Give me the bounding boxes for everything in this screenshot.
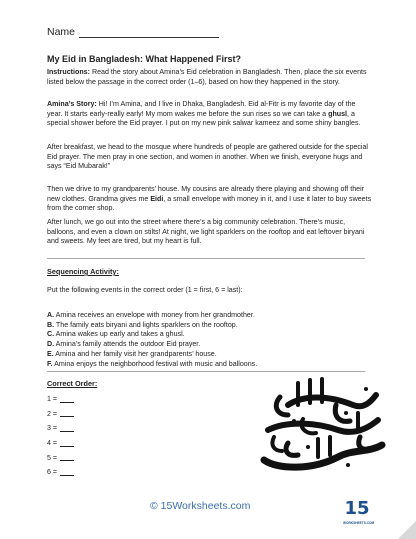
event-text: Amina’s family attends the outdoor Eid prayer. <box>54 340 201 349</box>
story-paragraph-2: After breakfast, we head to the mosque where hundreds of people are gathered outside for the special Eid prayer. The men pray in one section, and women in another. When we finish, everyone hugs and says “Eid Mubarak!” <box>47 143 368 171</box>
event-letter: A. <box>47 311 55 319</box>
answer-label: 1 = <box>47 395 58 404</box>
logo-text: WORKSHEETS.COM <box>343 521 375 525</box>
story-paragraph-3 <box>47 185 372 214</box>
answer-label: 5 = <box>47 453 58 462</box>
answer-blank[interactable] <box>60 440 74 447</box>
event-letter: B. <box>47 320 55 329</box>
event-text: Amina receives an envelope with money from her grandmother. <box>54 311 255 319</box>
events-list <box>47 311 372 369</box>
event-item <box>47 330 372 340</box>
event-item <box>47 311 372 321</box>
answer-blank[interactable] <box>60 469 74 476</box>
answer-row <box>47 407 74 422</box>
answer-blank[interactable] <box>60 425 74 432</box>
copyright-footer[interactable]: © 15Worksheets.com <box>150 500 251 512</box>
event-text: Amina wakes up early and takes a ghusl. <box>54 330 185 339</box>
story-p3-text-a: Then we drive to my grandparents’ house. My cousins are already there playing and showing off their new clothes. Grandma gives me <box>47 185 365 203</box>
answer-row <box>47 421 74 436</box>
sequencing-title: Sequencing Activity: <box>47 267 119 276</box>
story-paragraph-4: After lunch, we go out into the street where there’s a big community celebration. There’s music, balloons, and even a clown on stilts! At night, we light sparklers on the rooftop and eat leftover biryani and sweets. My feet are tired, but my heart is full. <box>47 218 365 246</box>
answer-list <box>47 392 74 480</box>
story-paragraph-1 <box>47 100 372 129</box>
correct-order-title: Correct Order: <box>47 379 98 388</box>
answer-row <box>47 392 74 407</box>
event-text: Amina and her family visit her grandparents’ house. <box>53 349 217 358</box>
answer-label: 3 = <box>47 424 58 433</box>
event-letter: E. <box>47 349 54 358</box>
answer-row <box>47 450 74 465</box>
arabic-calligraphy-image <box>258 375 388 475</box>
answer-row <box>47 436 74 451</box>
divider-1 <box>47 258 365 259</box>
event-letter: F. <box>47 359 53 368</box>
worksheet-title: My Eid in Bangladesh: What Happened First? <box>47 54 242 64</box>
name-label: Name <box>47 26 76 38</box>
answer-label: 4 = <box>47 439 58 448</box>
logo-number: 15 <box>344 498 370 519</box>
event-text: Amina enjoys the neighborhood festival with music and balloons. <box>52 359 258 368</box>
answer-row <box>47 465 74 480</box>
sequencing-prompt: Put the following events in the correct order (1 = first, 6 = last): <box>47 286 243 294</box>
story-p1-bold: ghusl <box>328 109 348 118</box>
story-p3-bold: Eidi <box>150 194 164 203</box>
answer-blank[interactable] <box>60 410 74 417</box>
instructions-text: Read the story about Amina’s Eid celebration in Bangladesh. Then, place the six events listed below the passage in the correct order (1–6), based on how they happened in the story. <box>47 68 367 86</box>
event-text: The family eats biryani and lights sparklers on the rooftop. <box>54 320 238 329</box>
story-p1-text-b: , a special shower before the Eid prayer. I put on my new pink salwar kameez and some shiny bangles. <box>47 109 361 128</box>
event-item <box>47 340 372 350</box>
event-item <box>47 350 372 360</box>
event-item <box>47 321 372 331</box>
name-field-row <box>47 26 219 38</box>
event-letter: D. <box>47 340 55 349</box>
divider-2 <box>47 371 365 372</box>
answer-label: 6 = <box>47 468 58 477</box>
answer-blank[interactable] <box>60 454 74 461</box>
answer-blank[interactable] <box>60 396 74 403</box>
story-p1-text-a: Hi! I’m Amina, and I live in Dhaka, Bangladesh. Eid al-Fitr is my favorite day of the year. It starts early-really early! My mom wakes me before the sun rises so we can take a <box>47 100 356 118</box>
15worksheets-logo <box>343 498 375 530</box>
instructions-label: Instructions: <box>47 68 90 76</box>
instructions-paragraph <box>47 68 372 87</box>
event-letter: C. <box>47 330 55 339</box>
story-label: Amina’s Story: <box>47 100 97 108</box>
story-p3-text-b: , a small envelope with money in it, and I use it later to buy sweets from the corner shop. <box>47 194 372 213</box>
answer-label: 2 = <box>47 409 58 418</box>
page-fold-corner-icon <box>398 521 416 539</box>
event-item <box>47 360 372 370</box>
name-input-line[interactable] <box>79 27 219 38</box>
